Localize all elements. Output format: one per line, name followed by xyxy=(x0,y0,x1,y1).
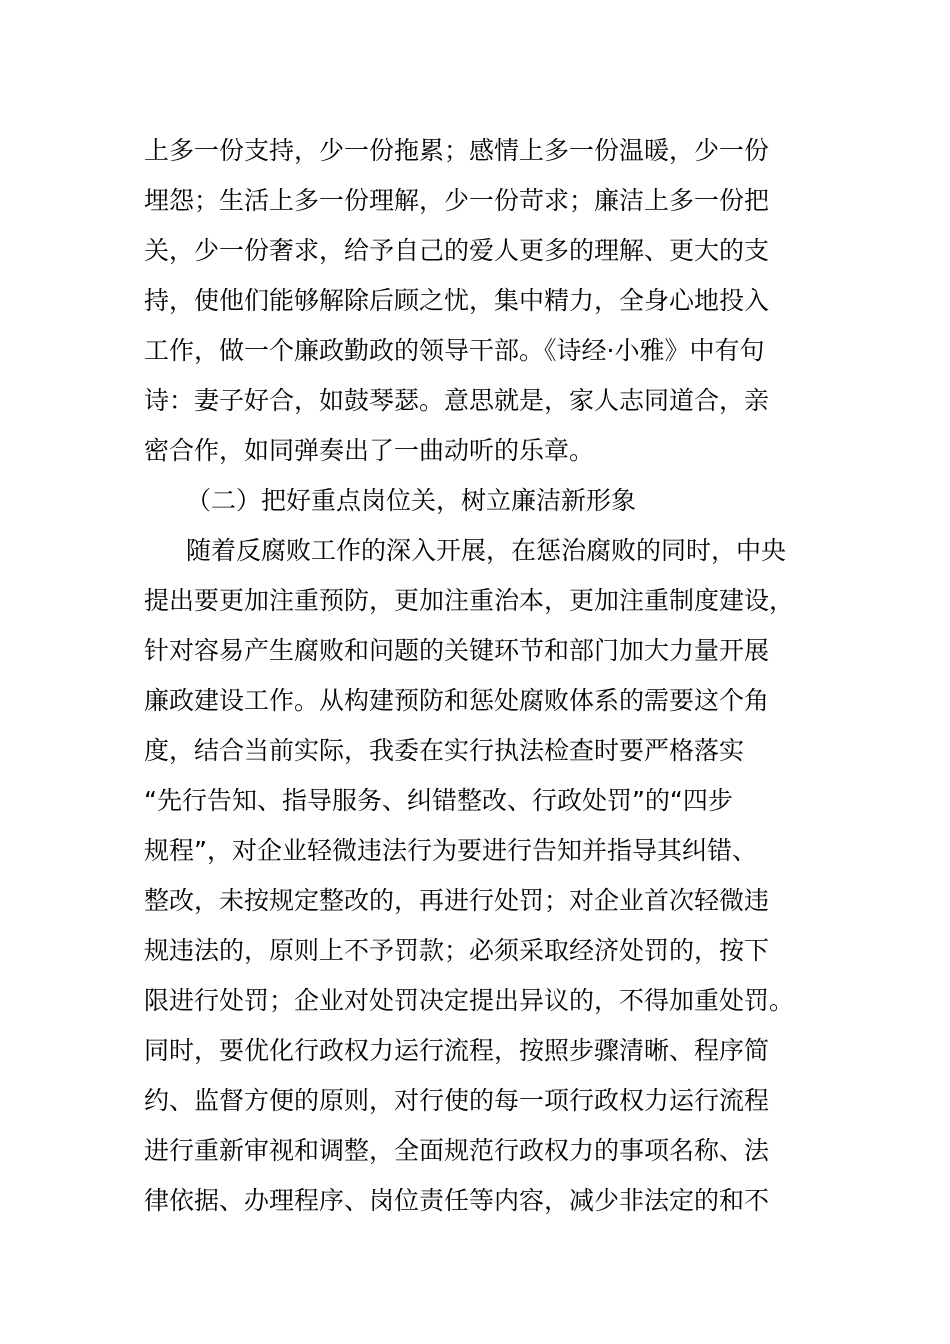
text-line: 上多一份支持，少一份拖累；感情上多一份温暖，少一份 xyxy=(144,136,770,165)
text-line: 同时，要优化行政权力运行流程，按照步骤清晰、程序简 xyxy=(144,1036,770,1065)
text-line: “先行告知、指导服务、纠错整改、行政处罚”的“四步 xyxy=(144,786,733,815)
text-line: 律依据、办理程序、岗位责任等内容，减少非法定的和不 xyxy=(144,1186,770,1215)
text-line: 提出要更加注重预防，更加注重治本，更加注重制度建设， xyxy=(144,586,795,615)
section-heading: （二）把好重点岗位关，树立廉洁新形象 xyxy=(186,486,637,515)
text-line: 约、监督方便的原则，对行使的每一项行政权力运行流程 xyxy=(144,1086,770,1115)
text-line: 诗：妻子好合，如鼓琴瑟。意思就是，家人志同道合，亲 xyxy=(144,386,770,415)
text-line: 度，结合当前实际，我委在实行执法检查时要严格落实 xyxy=(144,736,745,765)
body-text xyxy=(144,126,824,1226)
text-line: 规程”，对企业轻微违法行为要进行告知并指导其纠错、 xyxy=(144,836,757,865)
text-line: 进行重新审视和调整，全面规范行政权力的事项名称、法 xyxy=(144,1136,770,1165)
text-line: 工作，做一个廉政勤政的领导干部。《诗经·小雅》中有句 xyxy=(144,336,765,365)
text-line: 关，少一份奢求，给予自己的爱人更多的理解、更大的支 xyxy=(144,236,770,265)
text-line: 针对容易产生腐败和问题的关键环节和部门加大力量开展 xyxy=(144,636,770,665)
text-line: 规违法的，原则上不予罚款；必须采取经济处罚的，按下 xyxy=(144,936,770,965)
paragraph-first-line: 随着反腐败工作的深入开展，在惩治腐败的同时，中央 xyxy=(186,536,787,565)
text-line: 廉政建设工作。从构建预防和惩处腐败体系的需要这个角 xyxy=(144,686,770,715)
text-line: 持，使他们能够解除后顾之忧，集中精力，全身心地投入 xyxy=(144,286,770,315)
text-line: 限进行处罚；企业对处罚决定提出异议的，不得加重处罚。 xyxy=(144,986,795,1015)
text-line: 整改，未按规定整改的，再进行处罚；对企业首次轻微违 xyxy=(144,886,770,915)
text-line: 密合作，如同弹奏出了一曲动听的乐章。 xyxy=(144,436,595,465)
text-line: 埋怨；生活上多一份理解，少一份苛求；廉洁上多一份把 xyxy=(144,186,770,215)
